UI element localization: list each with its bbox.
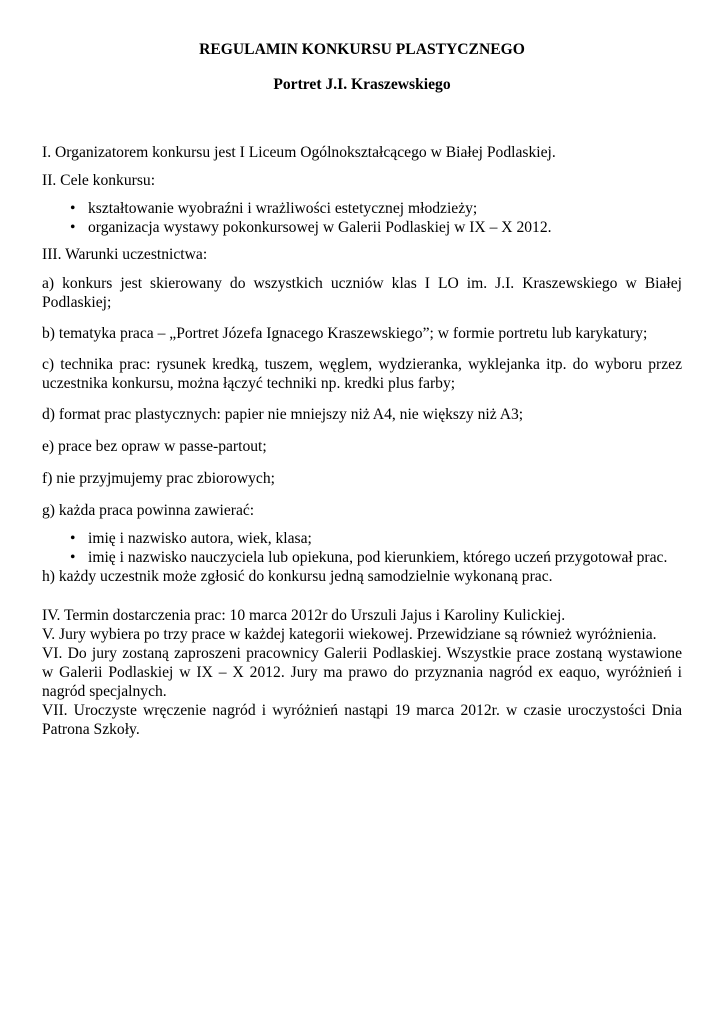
list-item: • imię i nazwisko nauczyciela lub opiekuna, pod kierunkiem, którego uczeń przygotował prac. (70, 549, 668, 566)
bullet-icon: • (70, 530, 76, 547)
section-jury-members: VI. Do jury zostaną zaproszeni pracownicy Galerii Podlaskiej. Wszystkie prace zostaną wystawione w Galerii Podlaskiej w IX – X 2012. Jury ma prawo do przyznania nagród ex eaquo, wyróżnień i nagród specjalnych. (42, 645, 682, 700)
bullet-icon: • (70, 549, 76, 566)
list-item: • kształtowanie wyobraźni i wrażliwości estetycznej młodzieży; (70, 200, 478, 217)
bullet-icon: • (70, 200, 76, 217)
condition-b: b) tematyka praca – „Portret Józefa Ignacego Kraszewskiego”; w formie portretu lub karykatury; (42, 325, 648, 342)
condition-h: h) każdy uczestnik może zgłosić do konkursu jedną samodzielnie wykonaną prac. (42, 568, 553, 585)
section-deadline: IV. Termin dostarczenia prac: 10 marca 2012r do Urszuli Jajus i Karoliny Kulickiej. (42, 607, 566, 624)
bullet-icon: • (70, 219, 76, 236)
list-item: • imię i nazwisko autora, wiek, klasa; (70, 530, 312, 547)
section-organizer: I. Organizatorem konkursu jest I Liceum Ogólnokształcącego w Białej Podlaskiej. (42, 144, 556, 161)
condition-e: e) prace bez opraw w passe-partout; (42, 438, 267, 455)
condition-c: c) technika prac: rysunek kredką, tuszem, węglem, wydzieranka, wyklejanka itp. do wyboru przez uczestnika konkursu, można łączyć techniki np. kredki plus farby; (42, 356, 682, 392)
section-conditions-heading: III. Warunki uczestnictwa: (42, 246, 208, 263)
section-goals-heading: II. Cele konkursu: (42, 172, 156, 189)
document-subtitle: Portret J.I. Kraszewskiego (273, 76, 451, 93)
section-jury-selection: V. Jury wybiera po trzy prace w każdej kategorii wiekowej. Przewidziane są również wyróżnienia. (42, 626, 657, 643)
condition-d: d) format prac plastycznych: papier nie mniejszy niż A4, nie większy niż A3; (42, 406, 524, 423)
condition-a: a) konkurs jest skierowany do wszystkich uczniów klas I LO im. J.I. Kraszewskiego w Białej Podlaskiej; (42, 275, 682, 311)
list-item: • organizacja wystawy pokonkursowej w Galerii Podlaskiej w IX – X 2012. (70, 219, 552, 236)
work-requirements-list (42, 529, 682, 567)
goals-list (42, 199, 682, 237)
document-page (42, 40, 682, 739)
condition-f: f) nie przyjmujemy prac zbiorowych; (42, 470, 275, 487)
section-award-ceremony: VII. Uroczyste wręczenie nagród i wyróżnień nastąpi 19 marca 2012r. w czasie uroczystości Dnia Patrona Szkoły. (42, 702, 682, 738)
document-title: REGULAMIN KONKURSU PLASTYCZNEGO (199, 41, 525, 58)
condition-g: g) każda praca powinna zawierać: (42, 502, 255, 519)
